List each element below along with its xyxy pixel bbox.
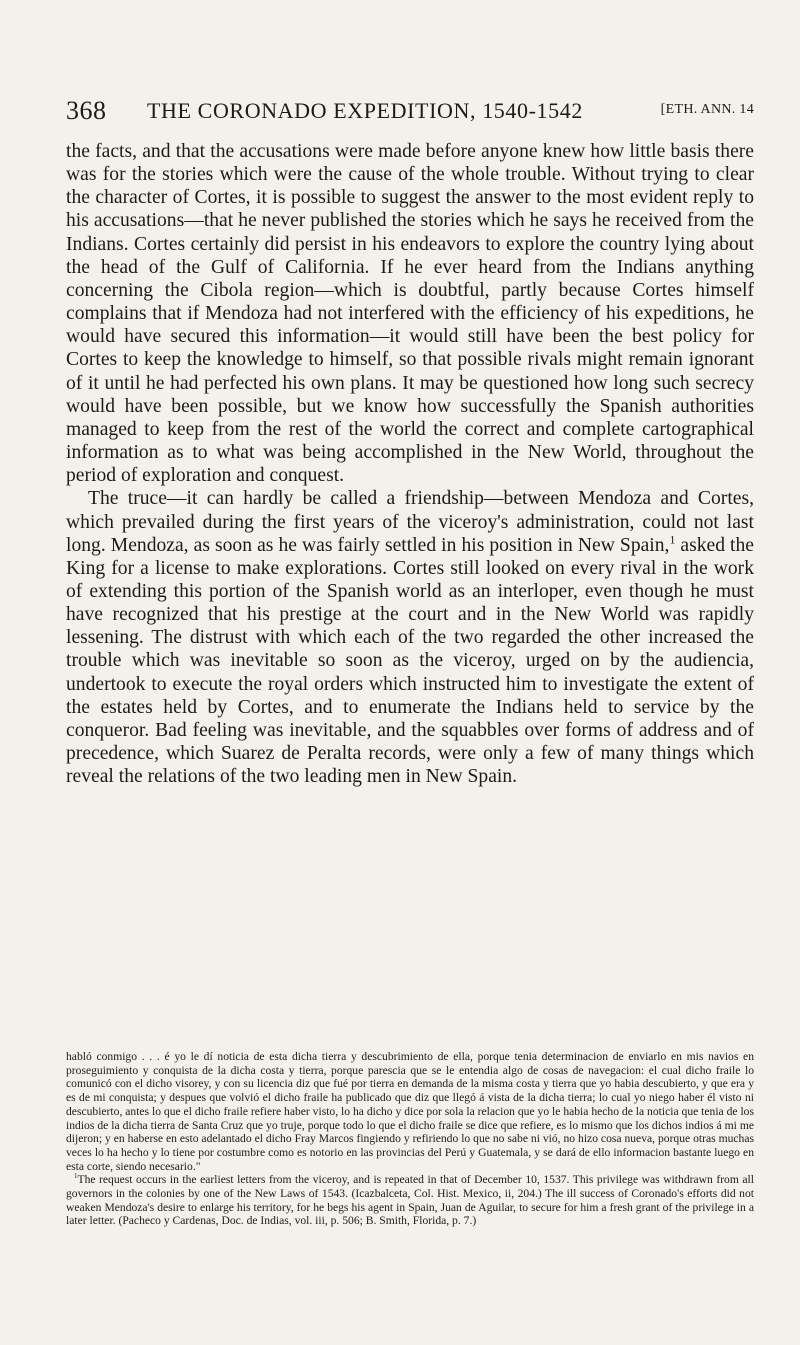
footnote-1-marker: 1 [74,1172,78,1181]
paragraph-2 [66,487,754,788]
footnote-1 [66,1173,754,1228]
main-text [66,140,754,788]
paragraph-1: the facts, and that the accusations were made before anyone knew how little basis there was for the stories which were the cause of the whole trouble. Without trying to clear the character of Cortes, it is possible to suggest the answer to the most evident reply to his accusations—that he never published the stories which he says he received from the Indians. Cortes certainly did persist in his endeavors to explore the country lying about the head of the Gulf of California. If he ever heard from the Indians anything concerning the Cibola region—which is doubtful, partly because Cortes himself complains that if Mendoza had not interfered with the efficiency of his expeditions, he would have secured this information—it would still have been the best policy for Cortes to keep the knowledge to himself, so that possible rivals might remain ignorant of it until he had perfected his own plans. It may be questioned how long such secrecy would have been possible, but we know how successfully the Spanish authorities managed to keep from the rest of the world the correct and complete cartographical information as to what was being accomplished in the New World, throughout the period of exploration and conquest. [66,141,754,487]
footnote-1-text: The request occurs in the earliest letters from the viceroy, and is repeated in that of December 10, 1537. This privilege was withdrawn from all governors in the colonies by one of the New Laws of 1543. (Icazbalceta, Col. Hist. Mexico, ii, 204.) The ill success of Coronado's efforts did not weaken Mendoza's desire to enlarge his territory, for he begs his agent in Spain, Juan de Aguilar, to secure for him a fresh grant of the privilege in a later letter. (Pacheco y Cardenas, Doc. de Indias, vol. iii, p. 506; B. Smith, Florida, p. 7.) [66,1173,754,1228]
page-number: 368 [66,96,107,125]
footnotes [66,1050,754,1228]
paragraph-2-part-1: The truce—it can hardly be called a friendship—between Mendoza and Cortes, which prevailed during the first years of the viceroy's administration, could not last long. Mendoza, as soon as he was fairly settled in his position in New Spain, [66,488,754,556]
footnote-continuation: habló conmigo . . . é yo le dí noticia de esta dicha tierra y descubrimiento de ella, porque tenia determinacion de enviarlo en mis navios en proseguimiento y conquista de la dicha costa y tierra, porque parescia que se le entendia algo de cosas de navegacion: el cual dicho fraile lo comunicó con el dicho visorey, y con su licencia diz que fué por tierra en demanda de la misma costa y tierra que yo habia descubierto, y que era y es de mi conquista; y despues que volvió el dicho fraile ha publicado que diz que llegó á vista de la dicha tierra; lo cual yo niego haber él visto ni descubierto, antes lo que el dicho fraile refiere haber visto, lo ha dicho y dice por sola la relacion que yo le habia hecho de la noticia que tenia de los indios de la dicha tierra de Santa Cruz que yo truje, porque todo lo que el dicho fraile se dice que refiere, es lo mismo que los dichos indios á mi me dijeron; y en haberse en esto adelantado el dicho Fray Marcos fingiendo y refiriendo lo que no sabe ni vió, no hizo cosa nueva, porque otras muchas veces lo ha hecho y lo tiene por costumbre como es notorio en las provincias del Perú y Guatemala, y se dará de ello informacion bastante luego en esta corte, siendo necesario." [66,1050,754,1173]
running-title: THE CORONADO EXPEDITION, 1540-1542 [147,98,583,123]
footnote-reference-1: 1 [669,533,676,547]
running-head [66,96,756,126]
paragraph-2-part-2: asked the King for a license to make explorations. Cortes still looked on every rival in the work of extending this portion of the Spanish world as an interloper, even though he must have recognized that his prestige at the court and in the New World was rapidly lessening. The distrust with which each of the two regarded the other increased the trouble which was inevitable so soon as the viceroy, urged on by the audiencia, undertook to execute the royal orders which instructed him to investigate the extent of the estates held by Cortes, and to enumerate the Indians held to service by the conqueror. Bad feeling was inevitable, and the squabbles over forms of address and of precedence, which Suarez de Peralta records, were only a few of many things which reveal the relations of the two leading men in New Spain. [66,534,754,788]
report-reference: [ETH. ANN. 14 [660,102,754,117]
